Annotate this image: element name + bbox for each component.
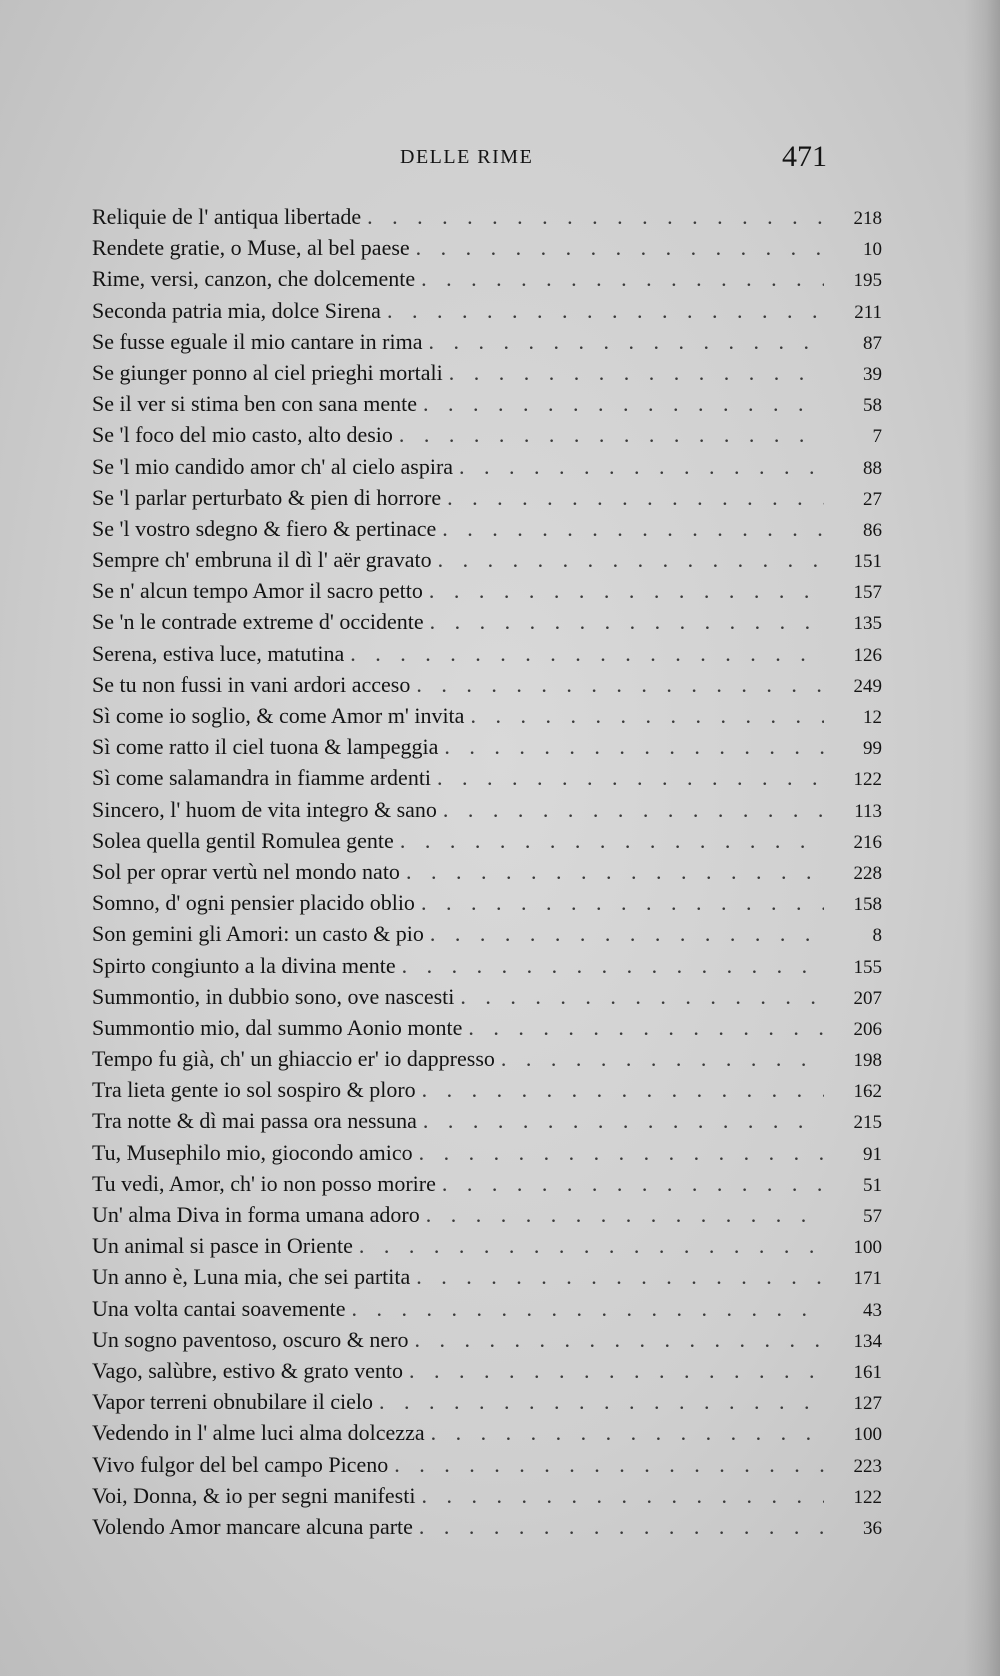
entry-page-number: 91 xyxy=(863,1143,882,1165)
entry-first-line: Sincero, l' huom de vita integro & sano xyxy=(92,796,437,822)
index-entry xyxy=(92,1324,882,1355)
entry-first-line: Sempre ch' embruna il dì l' aër gravato xyxy=(92,547,432,573)
entry-first-line: Summontio, in dubbio sono, ove nascesti xyxy=(92,983,455,1009)
entry-page-number: 88 xyxy=(863,457,882,479)
entry-page-number: 58 xyxy=(863,395,882,417)
entry-page-number: 100 xyxy=(853,1424,882,1446)
dot-leader xyxy=(421,1480,824,1511)
index-entry xyxy=(92,794,882,825)
dot-leader xyxy=(426,1199,824,1230)
entry-page-number: 27 xyxy=(863,488,882,510)
entry-first-line: Un sogno paventoso, oscuro & nero xyxy=(92,1326,409,1352)
entry-first-line: Sì come ratto il ciel tuona & lampeggia xyxy=(92,734,439,760)
index-entry xyxy=(92,1168,882,1199)
index-entry xyxy=(92,700,882,731)
dot-leader xyxy=(421,887,824,918)
dot-leader xyxy=(444,731,824,762)
dot-leader xyxy=(416,232,824,263)
entry-first-line: Se 'l vostro sdegno & fiero & pertinace xyxy=(92,515,437,541)
entry-first-line: Reliquie de l' antiqua libertade xyxy=(92,204,362,229)
dot-leader xyxy=(394,1449,824,1480)
entry-page-number: 223 xyxy=(853,1455,882,1477)
dot-leader xyxy=(416,1261,824,1292)
entry-page-number: 162 xyxy=(853,1081,882,1103)
running-head: DELLE RIME xyxy=(400,146,534,168)
entry-first-line: Se 'l parlar perturbato & pien di horrore xyxy=(92,484,442,510)
index-entry xyxy=(92,638,882,669)
page-number: 471 xyxy=(782,140,827,173)
index-entry xyxy=(92,232,882,263)
entry-first-line: Vivo fulgor del bel campo Piceno xyxy=(92,1451,389,1477)
entry-page-number: 8 xyxy=(872,925,882,947)
dot-leader xyxy=(431,1417,824,1448)
entry-first-line: Somno, d' ogni pensier placido oblio xyxy=(92,890,415,916)
dot-leader xyxy=(470,700,824,731)
dot-leader xyxy=(430,606,824,637)
entry-first-line: Tra notte & dì mai passa ora nessuna xyxy=(92,1108,417,1134)
index-entry xyxy=(92,451,882,482)
entry-page-number: 87 xyxy=(863,332,882,354)
entry-first-line: Seconda patria mia, dolce Sirena xyxy=(92,297,381,323)
dot-leader xyxy=(449,357,824,388)
entry-page-number: 135 xyxy=(853,613,882,635)
dot-leader xyxy=(367,201,824,232)
dot-leader xyxy=(422,1074,824,1105)
dot-leader xyxy=(429,575,824,606)
entry-page-number: 157 xyxy=(853,582,882,604)
index-entry xyxy=(92,1293,882,1324)
dot-leader xyxy=(415,1324,824,1355)
entry-page-number: 158 xyxy=(853,894,882,916)
index-entry xyxy=(92,1074,882,1105)
entry-page-number: 127 xyxy=(853,1393,882,1415)
entry-first-line: Vago, salùbre, estivo & grato vento xyxy=(92,1357,403,1383)
index-entry xyxy=(92,201,882,232)
index-entry xyxy=(92,1449,882,1480)
dot-leader xyxy=(359,1230,824,1261)
entry-page-number: 211 xyxy=(854,301,882,323)
page-edge-shadow xyxy=(964,0,1000,1676)
entry-page-number: 134 xyxy=(853,1330,882,1352)
entry-page-number: 206 xyxy=(853,1018,882,1040)
entry-first-line: Spirto congiunto a la divina mente xyxy=(92,952,396,978)
entry-page-number: 161 xyxy=(853,1361,882,1383)
index-entry xyxy=(92,1355,882,1386)
entry-first-line: Sol per oprar vertù nel mondo nato xyxy=(92,858,400,884)
entry-first-line: Tu vedi, Amor, ch' io non posso morire xyxy=(92,1170,436,1196)
entry-first-line: Vapor terreni obnubilare il cielo xyxy=(92,1389,374,1415)
index-entry xyxy=(92,1480,882,1511)
dot-leader xyxy=(421,263,824,294)
dot-leader xyxy=(406,856,824,887)
index-entry xyxy=(92,825,882,856)
entry-first-line: Sì come io soglio, & come Amor m' invita xyxy=(92,703,465,728)
entry-page-number: 151 xyxy=(853,551,882,573)
entry-page-number: 122 xyxy=(853,1486,882,1508)
index-entry xyxy=(92,950,882,981)
entry-page-number: 39 xyxy=(863,363,882,385)
index-entry xyxy=(92,326,882,357)
index-entry xyxy=(92,1230,882,1261)
dot-leader xyxy=(409,1355,824,1386)
dot-leader xyxy=(442,513,824,544)
index-entry xyxy=(92,731,882,762)
dot-leader xyxy=(419,1511,824,1542)
entry-page-number: 207 xyxy=(853,987,882,1009)
index-entry xyxy=(92,856,882,887)
entry-first-line: Sì come salamandra in fiamme ardenti xyxy=(92,765,432,791)
entry-page-number: 215 xyxy=(853,1112,882,1134)
index-entry xyxy=(92,1261,882,1292)
entry-first-line: Solea quella gentil Romulea gente xyxy=(92,827,394,853)
entry-first-line: Se tu non fussi in vani ardori acceso xyxy=(92,671,411,697)
index-entry xyxy=(92,918,882,949)
entry-page-number: 99 xyxy=(863,738,882,760)
entry-page-number: 126 xyxy=(853,644,882,666)
dot-leader xyxy=(423,1105,824,1136)
entry-page-number: 171 xyxy=(853,1268,882,1290)
index-entry xyxy=(92,1137,882,1168)
entry-page-number: 100 xyxy=(853,1237,882,1259)
page-header xyxy=(0,140,1000,180)
entry-page-number: 122 xyxy=(853,769,882,791)
dot-leader xyxy=(438,544,824,575)
entry-first-line: Se giunger ponno al ciel prieghi mortali xyxy=(92,359,443,385)
index-entry xyxy=(92,669,882,700)
entry-first-line: Tempo fu già, ch' un ghiaccio er' io dappresso xyxy=(92,1046,495,1072)
dot-leader xyxy=(423,388,824,419)
dot-leader xyxy=(400,825,824,856)
entry-first-line: Se il ver si stima ben con sana mente xyxy=(92,391,418,417)
dot-leader xyxy=(459,451,824,482)
entry-page-number: 249 xyxy=(853,675,882,697)
dot-leader xyxy=(442,1168,824,1199)
entry-first-line: Vedendo in l' alme luci alma dolcezza xyxy=(92,1420,425,1446)
dot-leader xyxy=(430,918,824,949)
index-entry xyxy=(92,419,882,450)
index-entry xyxy=(92,606,882,637)
index-entry xyxy=(92,575,882,606)
entry-first-line: Tra lieta gente io sol sospiro & ploro xyxy=(92,1077,416,1103)
index-entry xyxy=(92,1199,882,1230)
entry-page-number: 43 xyxy=(863,1299,882,1321)
entry-first-line: Se 'l mio candido amor ch' al cielo aspira xyxy=(92,453,454,479)
dot-leader xyxy=(387,295,824,326)
entry-page-number: 7 xyxy=(872,426,882,448)
index-entry xyxy=(92,357,882,388)
first-line-index xyxy=(92,201,882,1542)
entry-page-number: 216 xyxy=(853,831,882,853)
index-entry xyxy=(92,887,882,918)
dot-leader xyxy=(402,950,824,981)
entry-page-number: 86 xyxy=(863,519,882,541)
dot-leader xyxy=(429,326,825,357)
dot-leader xyxy=(460,981,824,1012)
entry-first-line: Se 'n le contrade extreme d' occidente xyxy=(92,609,424,635)
entry-page-number: 51 xyxy=(863,1174,882,1196)
entry-first-line: Rendete gratie, o Muse, al bel paese xyxy=(92,235,410,261)
dot-leader xyxy=(468,1012,824,1043)
index-entry xyxy=(92,295,882,326)
dot-leader xyxy=(399,419,824,450)
index-entry xyxy=(92,1012,882,1043)
entry-page-number: 198 xyxy=(853,1050,882,1072)
index-entry xyxy=(92,544,882,575)
entry-page-number: 195 xyxy=(853,270,882,292)
index-entry xyxy=(92,1417,882,1448)
entry-first-line: Se n' alcun tempo Amor il sacro petto xyxy=(92,578,423,604)
dot-leader xyxy=(419,1137,824,1168)
index-entry xyxy=(92,981,882,1012)
entry-first-line: Serena, estiva luce, matutina xyxy=(92,640,345,666)
entry-page-number: 218 xyxy=(853,208,882,229)
entry-first-line: Rime, versi, canzon, che dolcemente xyxy=(92,266,416,292)
entry-first-line: Un anno è, Luna mia, che sei partita xyxy=(92,1264,411,1290)
index-entry xyxy=(92,762,882,793)
entry-first-line: Voi, Donna, & io per segni manifesti xyxy=(92,1482,416,1508)
entry-page-number: 228 xyxy=(853,862,882,884)
index-entry xyxy=(92,1043,882,1074)
index-entry xyxy=(92,1386,882,1417)
dot-leader xyxy=(416,669,824,700)
entry-first-line: Una volta cantai soavemente xyxy=(92,1295,346,1321)
entry-page-number: 12 xyxy=(863,707,882,728)
entry-first-line: Un' alma Diva in forma umana adoro xyxy=(92,1202,420,1227)
dot-leader xyxy=(379,1386,824,1417)
dot-leader xyxy=(350,638,824,669)
index-entry xyxy=(92,513,882,544)
entry-page-number: 113 xyxy=(854,800,882,822)
entry-first-line: Son gemini gli Amori: un casto & pio xyxy=(92,921,424,947)
index-entry xyxy=(92,1105,882,1136)
entry-first-line: Volendo Amor mancare alcuna parte xyxy=(92,1513,413,1539)
entry-first-line: Summontio mio, dal summo Aonio monte xyxy=(92,1014,463,1040)
index-entry xyxy=(92,263,882,294)
entry-first-line: Se fusse eguale il mio cantare in rima xyxy=(92,328,423,354)
index-entry xyxy=(92,482,882,513)
entry-first-line: Tu, Musephilo mio, giocondo amico xyxy=(92,1139,413,1165)
index-entry xyxy=(92,1511,882,1542)
entry-page-number: 57 xyxy=(863,1206,882,1227)
dot-leader xyxy=(443,794,824,825)
index-entry xyxy=(92,388,882,419)
entry-page-number: 10 xyxy=(863,239,882,261)
entry-first-line: Se 'l foco del mio casto, alto desio xyxy=(92,422,393,448)
dot-leader xyxy=(501,1043,824,1074)
dot-leader xyxy=(447,482,824,513)
entry-first-line: Un animal si pasce in Oriente xyxy=(92,1233,353,1259)
dot-leader xyxy=(437,762,824,793)
entry-page-number: 36 xyxy=(863,1517,882,1539)
dot-leader xyxy=(352,1293,824,1324)
entry-page-number: 155 xyxy=(853,956,882,978)
